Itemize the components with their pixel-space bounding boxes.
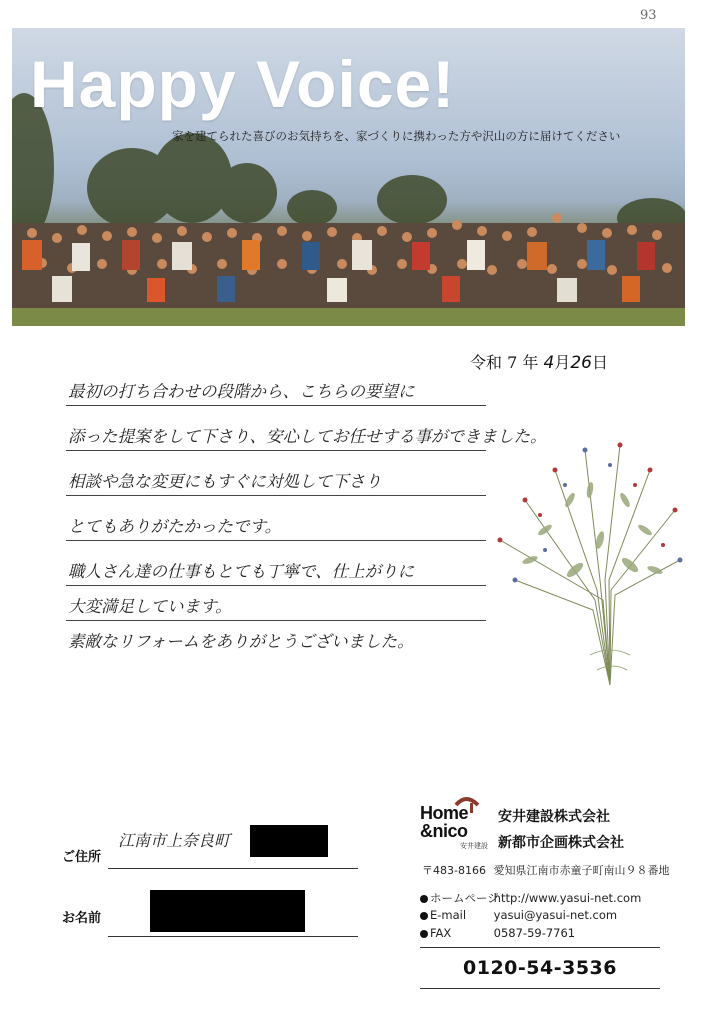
message-line <box>66 500 486 541</box>
redacted-address <box>250 825 328 857</box>
company-name-2: 新都市企画株式会社 <box>498 835 624 851</box>
logo-word-home: Home <box>420 803 469 823</box>
date-month: 4 <box>543 353 555 373</box>
message-text: 職人さん達の仕事もとても丁寧で、仕上がりに <box>68 562 415 581</box>
message-text: とてもありがたかったです。 <box>68 517 282 536</box>
date-month-unit: 月 <box>554 353 571 372</box>
banner-title: Happy Voice! <box>30 47 456 121</box>
date-year: 7 <box>507 353 518 372</box>
fax-row <box>420 926 575 940</box>
date <box>470 350 608 373</box>
date-day-unit: 日 <box>591 353 608 372</box>
logo-word-nico: &nico <box>420 821 468 841</box>
street-address: 愛知県江南市赤童子町南山９８番地 <box>493 864 670 877</box>
home-nico-logo <box>420 793 500 853</box>
fax-number: 0587-59-7761 <box>493 926 576 940</box>
address-label: ご住所 <box>62 850 102 865</box>
date-year-unit: 年 <box>522 353 539 372</box>
message-line <box>66 410 547 451</box>
message-text: 素敵なリフォームをありがとうございました。 <box>68 632 414 651</box>
bullet-icon <box>420 930 428 938</box>
message-text: 最初の打ち合わせの段階から、こちらの要望に <box>68 382 415 401</box>
address-value: 江南市上奈良町 <box>118 831 231 850</box>
email-address[interactable]: yasui@yasui-net.com <box>493 908 618 922</box>
phone-rule-top <box>420 947 660 948</box>
message-line <box>66 615 486 655</box>
homepage-row <box>420 890 641 906</box>
message-text: 大変満足しています。 <box>68 597 232 616</box>
redacted-name <box>150 890 305 932</box>
company-name-1: 安井建設株式会社 <box>498 809 610 825</box>
date-era: 令和 <box>470 353 503 372</box>
homepage-url[interactable]: http://www.yasui-net.com <box>493 891 642 905</box>
fax-label: FAX <box>430 926 452 940</box>
email-label: E-mail <box>430 908 467 922</box>
homepage-label: ホームページ <box>430 891 499 905</box>
message-line <box>66 365 486 406</box>
phone-number: 0120-54-3536 <box>463 957 617 979</box>
postal-code: 〒483-8166 <box>422 864 486 877</box>
bullet-icon <box>420 912 428 920</box>
company-address <box>422 862 669 878</box>
date-day: 26 <box>570 353 592 373</box>
flower-bouquet-illustration <box>485 430 685 695</box>
name-label: お名前 <box>62 911 102 926</box>
banner-subtitle: 家を建てられた喜びのお気持ちを、家づくりに携わった方や沢山の方に届けてください <box>172 129 621 143</box>
address-underline <box>108 868 358 869</box>
message-text: 添った提案をして下さり、安心してお任せする事ができました。 <box>68 427 547 446</box>
phone-rule-bottom <box>420 988 660 989</box>
message-text: 相談や急な変更にもすぐに対処して下さり <box>68 472 382 491</box>
logo-subtext: 安井建設 <box>460 842 488 850</box>
bullet-icon <box>420 895 428 903</box>
name-underline <box>108 936 358 937</box>
page-number: 93 <box>640 8 657 23</box>
message-line <box>66 455 486 496</box>
email-row <box>420 908 617 922</box>
header-banner <box>12 28 685 326</box>
